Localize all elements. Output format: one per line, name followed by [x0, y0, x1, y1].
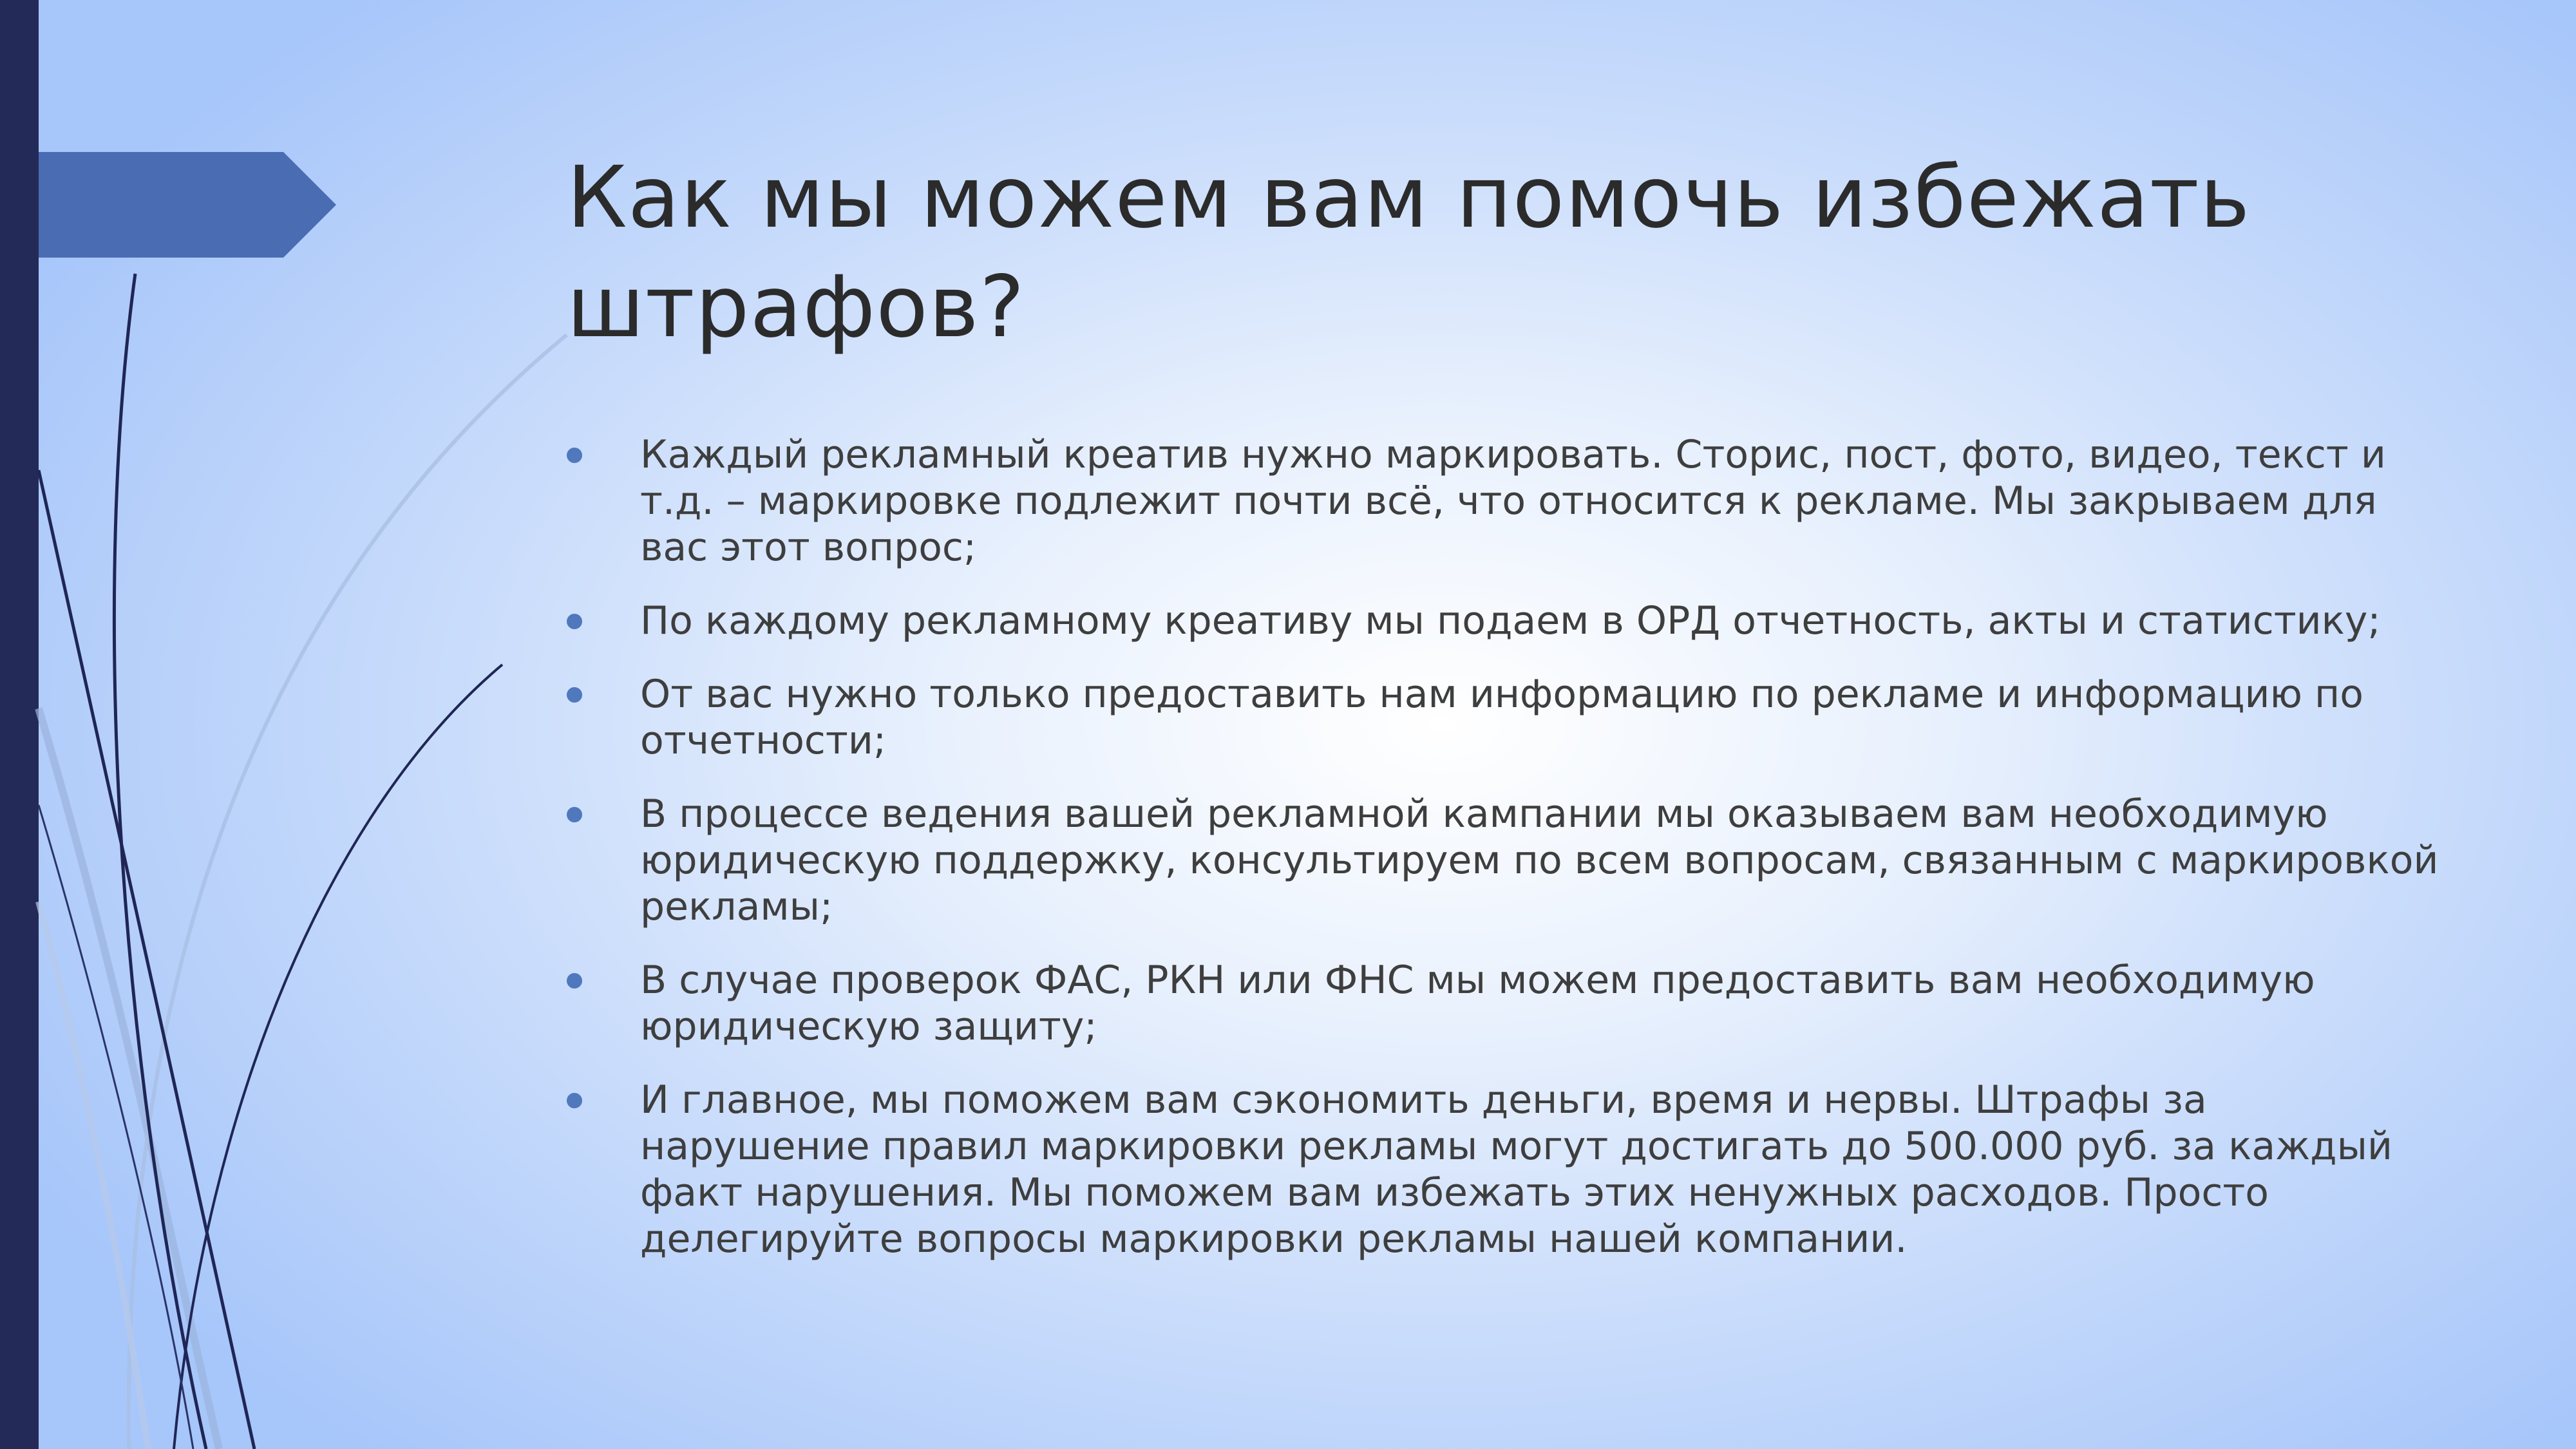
- decor-curve: [129, 335, 567, 1449]
- bullet-item: [567, 598, 2441, 644]
- bullet-dot-icon: [567, 687, 582, 703]
- decor-curve: [174, 665, 502, 1449]
- bullet-text: И главное, мы поможем вам сэкономить деньги, время и нервы. Штрафы за нарушение правил маркировки рекламы могут достигать до 500.000 руб. за каждый факт нарушения. Мы поможем вам избежать этих ненужных расходов. Просто делегируйте вопросы маркировки рекламы нашей компании.: [640, 1077, 2393, 1262]
- bullet-item: [567, 1077, 2441, 1262]
- bullet-text: Каждый рекламный креатив нужно маркировать. Сторис, пост, фото, видео, текст и т.д. – маркировке подлежит почти всё, что относится к рекламе. Мы закрываем для вас этот вопрос;: [640, 432, 2386, 570]
- decor-curve: [39, 470, 254, 1449]
- bullet-text: В случае проверок ФАС, РКН или ФНС мы можем предоставить вам необходимую юридическую защиту;: [640, 958, 2315, 1049]
- bullet-text: В процессе ведения вашей рекламной кампании мы оказываем вам необходимую юридическую поддержку, консультируем по всем вопросам, связанным с маркировкой рекламы;: [640, 791, 2439, 929]
- bullet-dot-icon: [567, 1093, 582, 1108]
- bullet-dot-icon: [567, 614, 582, 629]
- bullet-text: По каждому рекламному креативу мы подаем в ОРД отчетность, акты и статистику;: [640, 598, 2381, 643]
- bullet-item: [567, 957, 2441, 1050]
- decor-curve: [39, 805, 193, 1449]
- slide-title: Как мы можем вам помочь избежать штрафов?: [567, 148, 2251, 357]
- bullet-dot-icon: [567, 973, 582, 989]
- bullet-dot-icon: [567, 448, 582, 463]
- bullet-item: [567, 431, 2441, 571]
- bullet-item: [567, 671, 2441, 764]
- decor-curve: [114, 274, 206, 1449]
- bullet-item: [567, 791, 2441, 930]
- bullet-list: [567, 431, 2441, 1289]
- arrow-banner: [39, 152, 336, 258]
- bullet-text: От вас нужно только предоставить нам информацию по рекламе и информацию по отчетности;: [640, 672, 2363, 763]
- bullet-dot-icon: [567, 807, 582, 822]
